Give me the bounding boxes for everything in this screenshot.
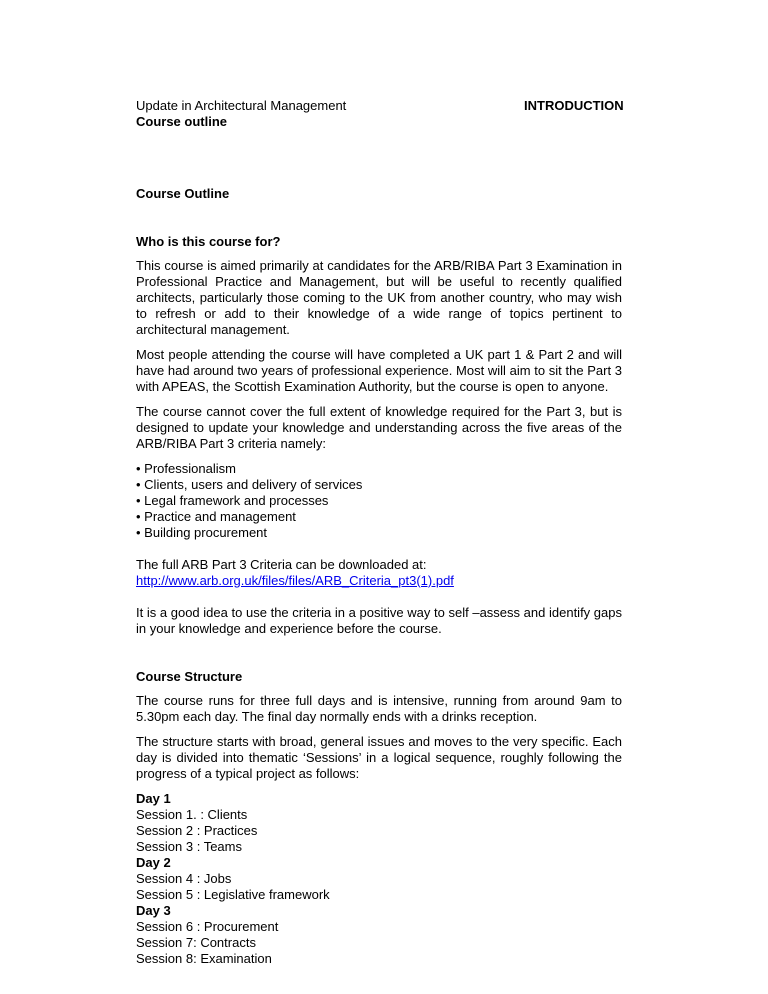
structure-paragraph-1: The course runs for three full days and is intensive, running from around 9am to 5.30pm each day. The final day normally ends with a drinks reception.	[136, 693, 622, 724]
session-item: Session 1. : Clients	[136, 807, 248, 822]
criteria-list	[136, 461, 622, 541]
day-label: Day 3	[136, 903, 171, 918]
session-item: Session 6 : Procurement	[136, 919, 279, 934]
structure-paragraph-2: The structure starts with broad, general issues and moves to the very specific. Each day is divided into thematic ‘Sessions’ in a logical sequence, roughly following the progress of a typical project as follows:	[136, 734, 622, 781]
session-item: Session 5 : Legislative framework	[136, 887, 330, 902]
who-paragraph-3: The course cannot cover the full extent of knowledge required for the Part 3, but is designed to update your knowledge and understanding across the five areas of the ARB/RIBA Part 3 criteria namely:	[136, 404, 622, 451]
list-item: • Legal framework and processes	[136, 493, 329, 508]
list-item: • Professionalism	[136, 461, 236, 476]
list-item: • Building procurement	[136, 525, 268, 540]
list-item: • Clients, users and delivery of services	[136, 477, 363, 492]
session-item: Session 2 : Practices	[136, 823, 258, 838]
who-paragraph-1: This course is aimed primarily at candidates for the ARB/RIBA Part 3 Examination in Professional Practice and Management, but will be useful to recently qualified architects, particularly those coming to the UK from another country, who may wish to refresh or add to their knowledge of a wide range of topics pertinent to architectural management.	[136, 258, 622, 337]
day-label: Day 2	[136, 855, 171, 870]
session-item: Session 4 : Jobs	[136, 871, 232, 886]
assess-paragraph: It is a good idea to use the criteria in a positive way to self –assess and identify gaps in your knowledge and experience before the course.	[136, 605, 622, 636]
list-item: • Practice and management	[136, 509, 296, 524]
who-heading: Who is this course for?	[136, 234, 281, 249]
session-item: Session 3 : Teams	[136, 839, 242, 854]
who-paragraph-2: Most people attending the course will have completed a UK part 1 & Part 2 and will have had around two years of professional experience. Most will aim to sit the Part 3 with APEAS, the Scottish Examination Authority, but the course is open to anyone.	[136, 347, 622, 394]
download-link-row	[136, 573, 622, 589]
session-item: Session 8: Examination	[136, 951, 272, 966]
day-label: Day 1	[136, 791, 171, 806]
session-item: Session 7: Contracts	[136, 935, 256, 950]
course-name: Update in Architectural Management	[136, 98, 347, 113]
document-body	[136, 186, 622, 967]
schedule	[136, 791, 622, 967]
page-title: Course Outline	[136, 186, 230, 201]
structure-heading: Course Structure	[136, 669, 243, 684]
download-text: The full ARB Part 3 Criteria can be downloaded at:	[136, 557, 427, 572]
course-subtitle: Course outline	[136, 114, 228, 129]
section-label: INTRODUCTION	[524, 98, 624, 113]
criteria-download-link[interactable]: http://www.arb.org.uk/files/files/ARB_Criteria_pt3(1).pdf	[136, 573, 454, 588]
document-header	[136, 98, 346, 130]
